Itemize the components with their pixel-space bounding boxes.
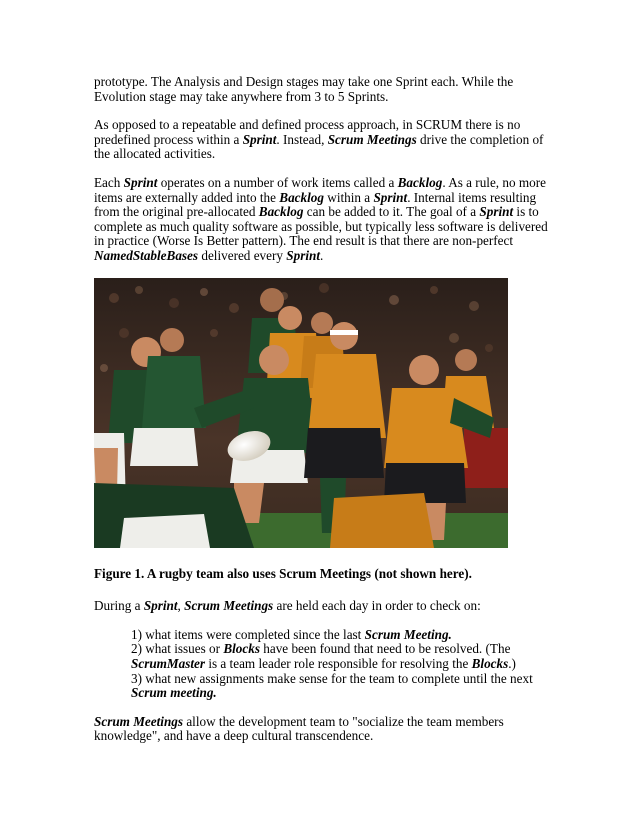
document-page: [94, 75, 554, 744]
checklist-item-1: 1) what items were completed since the last Scrum Meeting.: [131, 626, 452, 642]
term-sprint: Sprint: [373, 189, 408, 205]
term-named-stable-bases: NamedStableBases: [94, 247, 199, 263]
term-scrum-meeting: Scrum meeting.: [131, 685, 217, 701]
checklist-item-3: 3) what new assignments make sense for the team to complete until the next Scrum meeting.: [131, 670, 533, 701]
term-sprint: Sprint: [242, 131, 277, 147]
term-blocks: Blocks: [471, 655, 509, 671]
term-scrum-meetings: Scrum Meetings: [327, 131, 417, 147]
term-scrum-meetings: Scrum Meetings: [184, 598, 274, 614]
term-backlog: Backlog: [279, 189, 324, 205]
term-blocks: Blocks: [223, 641, 260, 657]
rugby-team-photo: [94, 278, 508, 548]
term-sprint: Sprint: [123, 174, 158, 190]
paragraph-meeting-intro: During a Sprint, Scrum Meetings are held each day in order to check on:: [94, 598, 481, 614]
paragraph-evolution-stage: prototype. The Analysis and Design stages may take one Sprint each. While the Evolution stage may take anywhere from 3 to 5 Sprints.: [94, 74, 514, 104]
figure-caption: Figure 1. A rugby team also uses Scrum Meetings (not shown here).: [94, 565, 472, 581]
term-sprint: Sprint: [286, 247, 321, 263]
term-scrum-meetings: Scrum Meetings: [94, 713, 184, 729]
term-sprint: Sprint: [479, 204, 514, 220]
term-scrum-meeting: Scrum Meeting.: [364, 626, 452, 642]
paragraph-no-predefined-process: As opposed to a repeatable and defined process approach, in SCRUM there is no predefined process within a Sprint. Instead, Scrum Meetings drive the completion of the allocated activities.: [94, 117, 544, 162]
term-backlog: Backlog: [258, 204, 304, 220]
term-sprint: Sprint: [143, 598, 178, 614]
checklist-item-2: 2) what issues or Blocks have been found that need to be resolved. (The ScrumMaster is a team leader role responsible for resolving the Blocks.): [131, 641, 516, 671]
paragraph-closing: Scrum Meetings allow the development team to "socialize the team members knowledge", and have a deep cultural transcendence.: [94, 713, 504, 744]
rugby-scrum-illustration: [94, 278, 508, 548]
advert-board: [464, 428, 508, 488]
term-backlog: Backlog: [397, 174, 443, 190]
term-scrum-master: ScrumMaster: [131, 655, 206, 671]
paragraph-backlog: Each Sprint operates on a number of work items called a Backlog. As a rule, no more items are externally added into the Backlog within a Sprint. Internal items resulting from the original pre-allocated Backlog can be added to it. The goal of a Sprint is to complete as much quality software as possible, but typically less software is delivered in practice (Worse Is Better pattern). The end result is that there are non-perfect NamedStableBases delivered every Sprint.: [94, 174, 548, 263]
meeting-checklist: [131, 628, 554, 701]
